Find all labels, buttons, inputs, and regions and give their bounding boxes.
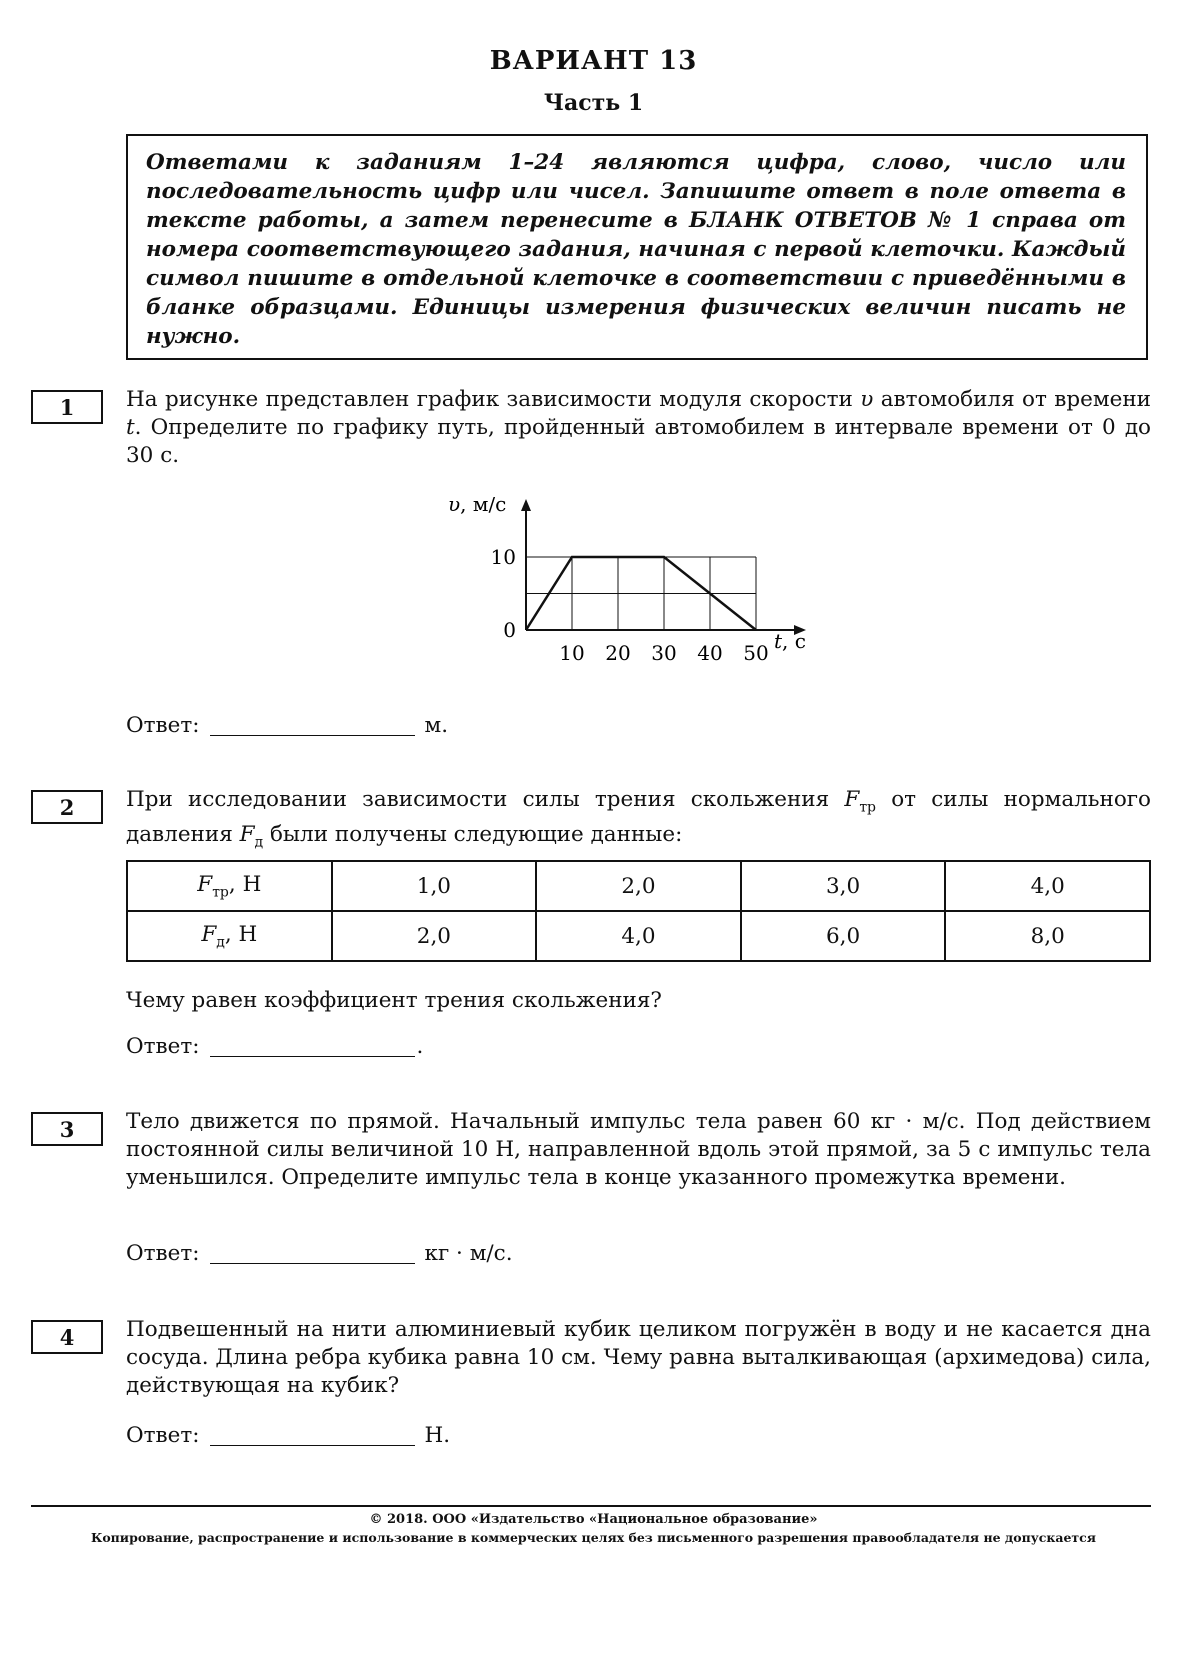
question-2-prompt: Чему равен коэффициент трения скольжения? bbox=[126, 988, 662, 1013]
table-cell: 3,0 bbox=[741, 861, 946, 911]
question-4-text: Подвешенный на нити алюминиевый кубик целиком погружён в воду и не касается дна сосуда. Длина ребра кубика равна 10 см. Чему равна выталкивающая (архимедова) сила, действующая на кубик? bbox=[126, 1317, 1151, 1398]
question-number-2: 2 bbox=[31, 790, 103, 824]
y-tick-label: 10 bbox=[490, 545, 516, 569]
footer-copyright: © 2018. ООО «Издательство «Национальное образование» bbox=[369, 1512, 818, 1527]
table-cell: 4,0 bbox=[945, 861, 1150, 911]
question-2-text: При исследовании зависимости силы трения скольжения $F_{тр}$ от силы нормального давления $F_д$ были получены следующие данные: bbox=[126, 787, 1151, 851]
part-title: Часть 1 bbox=[543, 90, 644, 116]
footer-notice: Копирование, распространение и использование в коммерческих целях без письменного разрешения правообладателя не допускается bbox=[90, 1530, 1097, 1545]
table-cell: 1,0 bbox=[332, 861, 537, 911]
x-tick-label: 10 bbox=[559, 641, 585, 665]
answer-row-3: Ответ: кг · м/с. bbox=[126, 1241, 513, 1266]
x-tick-label: 50 bbox=[743, 641, 769, 665]
question-3-text: Тело движется по прямой. Начальный импульс тела равен 60 кг · м/с. Под действием постоянной силы величиной 10 Н, направленной вдоль этой прямой, за 5 с импульс тела уменьшился. Определите импульс тела в конце указанного промежутка времени. bbox=[126, 1109, 1151, 1190]
friction-data-table bbox=[126, 860, 1151, 962]
answer-row-2: Ответ: . bbox=[126, 1034, 424, 1059]
y-tick-label: 0 bbox=[503, 618, 516, 642]
answer-field-2[interactable] bbox=[210, 1034, 415, 1057]
question-number-3: 3 bbox=[31, 1112, 103, 1146]
table-cell: 2,0 bbox=[536, 861, 741, 911]
x-tick-label: 40 bbox=[697, 641, 723, 665]
x-tick-label: 30 bbox=[651, 641, 677, 665]
question-number-4: 4 bbox=[31, 1320, 103, 1354]
table-row bbox=[127, 911, 1150, 961]
instructions-text: Ответами к заданиям 1–24 являются цифра, слово, число или последовательность цифр или чисел. Запишите ответ в поле ответа в тексте работы, а затем перенесите в БЛАНК ОТВЕТОВ № 1 справа от номера соответствующего задания, начиная с первой клеточки. Каждый символ пишите в отдельной клеточке в соответствии с приведёнными в бланке образцами. Единицы измерения физических величин писать не нужно. bbox=[146, 150, 1126, 349]
variant-title: ВАРИАНТ 13 bbox=[489, 46, 698, 76]
table-cell: 8,0 bbox=[945, 911, 1150, 961]
answer-field-1[interactable] bbox=[210, 713, 415, 736]
table-cell: 2,0 bbox=[332, 911, 537, 961]
question-1-text: На рисунке представлен график зависимости модуля скорости υ автомобиля от времени t. Определите по графику путь, пройденный автомобилем в интервале времени от 0 до 30 с. bbox=[126, 387, 1151, 468]
answer-row-4: Ответ: Н. bbox=[126, 1423, 451, 1448]
table-row-header-fd: $F_д$, Н bbox=[127, 911, 332, 961]
y-axis-arrow bbox=[521, 499, 531, 511]
question-number-1: 1 bbox=[31, 390, 103, 424]
x-tick-label: 20 bbox=[605, 641, 631, 665]
y-axis-label: υ, м/с bbox=[448, 497, 507, 516]
x-axis-label: t, с bbox=[774, 629, 806, 653]
footer-divider bbox=[31, 1505, 1151, 1507]
table-cell: 4,0 bbox=[536, 911, 741, 961]
answer-field-4[interactable] bbox=[210, 1423, 415, 1446]
answer-field-3[interactable] bbox=[210, 1241, 415, 1264]
instructions-box bbox=[126, 134, 1148, 360]
answer-row-1: Ответ: м. bbox=[126, 713, 449, 738]
table-cell: 6,0 bbox=[741, 911, 946, 961]
table-row bbox=[127, 861, 1150, 911]
table-row-header-ftr: $F_{тр}$, Н bbox=[127, 861, 332, 911]
velocity-time-chart bbox=[440, 497, 860, 677]
